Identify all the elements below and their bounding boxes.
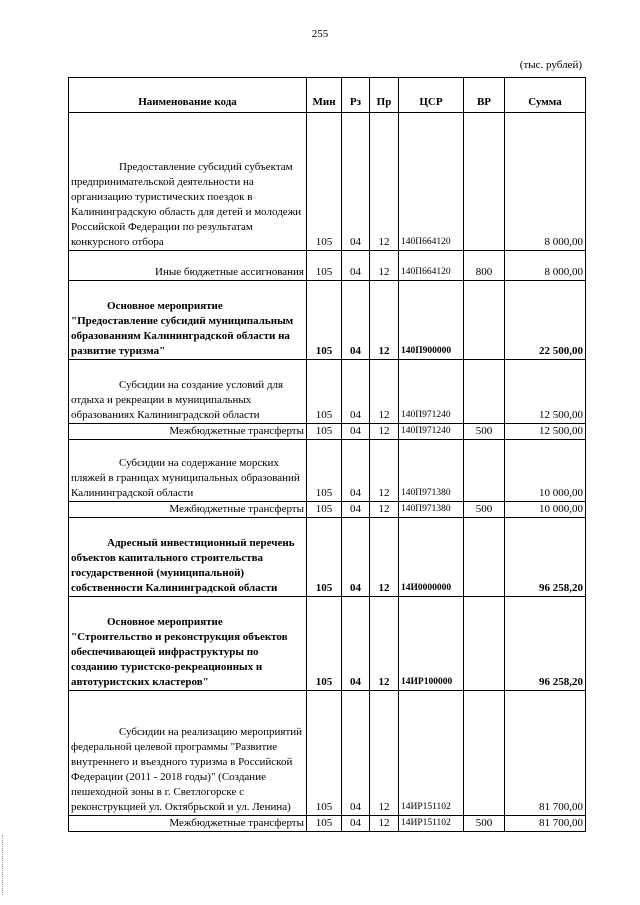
table-row bbox=[69, 440, 586, 502]
row-vr bbox=[464, 113, 505, 251]
row-vr bbox=[464, 597, 505, 691]
row-vr bbox=[464, 360, 505, 424]
row-csr: 14ИР151102 bbox=[399, 816, 464, 832]
row-csr: 140П971380 bbox=[399, 440, 464, 502]
row-csr: 140П971240 bbox=[399, 360, 464, 424]
row-csr: 140П971240 bbox=[399, 424, 464, 440]
row-name: Адресный инвестиционный перечень объектов капитального строительства государственной (муниципальной) собственности Калининградской области bbox=[69, 518, 307, 597]
table-row bbox=[69, 424, 586, 440]
header-name: Наименование кода bbox=[69, 78, 307, 113]
header-min: Мин bbox=[307, 78, 342, 113]
row-pr: 12 bbox=[370, 440, 399, 502]
units-label: (тыс. рублей) bbox=[519, 59, 582, 71]
row-pr: 12 bbox=[370, 360, 399, 424]
table-header-row bbox=[69, 78, 586, 113]
row-sum: 10 000,00 bbox=[505, 502, 586, 518]
header-csr: ЦСР bbox=[399, 78, 464, 113]
row-name: Межбюджетные трансферты bbox=[69, 502, 307, 518]
row-csr: 140П664120 bbox=[399, 251, 464, 281]
row-pr: 12 bbox=[370, 518, 399, 597]
row-pr: 12 bbox=[370, 251, 399, 281]
row-min: 105 bbox=[307, 518, 342, 597]
table-row bbox=[69, 597, 586, 691]
row-sum: 81 700,00 bbox=[505, 691, 586, 816]
row-rz: 04 bbox=[342, 691, 370, 816]
row-pr: 12 bbox=[370, 597, 399, 691]
row-min: 105 bbox=[307, 597, 342, 691]
row-name: Межбюджетные трансферты bbox=[69, 816, 307, 832]
row-min: 105 bbox=[307, 440, 342, 502]
row-pr: 12 bbox=[370, 691, 399, 816]
row-min: 105 bbox=[307, 113, 342, 251]
row-sum: 8 000,00 bbox=[505, 251, 586, 281]
page-number: 255 bbox=[311, 28, 329, 40]
header-vr: ВР bbox=[464, 78, 505, 113]
row-pr: 12 bbox=[370, 113, 399, 251]
row-csr: 140П971380 bbox=[399, 502, 464, 518]
row-rz: 04 bbox=[342, 502, 370, 518]
row-sum: 10 000,00 bbox=[505, 440, 586, 502]
table-row bbox=[69, 251, 586, 281]
row-csr: 14ИР151102 bbox=[399, 691, 464, 816]
row-name: Предоставление субсидий субъектам предпринимательской деятельности на организацию туристических поездок в Калининградскую область для детей и молодежи Российской Федерации по результатам конкурсного отбора bbox=[69, 113, 307, 251]
row-vr bbox=[464, 440, 505, 502]
row-pr: 12 bbox=[370, 502, 399, 518]
row-name: Межбюджетные трансферты bbox=[69, 424, 307, 440]
row-sum: 81 700,00 bbox=[505, 816, 586, 832]
row-pr: 12 bbox=[370, 816, 399, 832]
table-row bbox=[69, 360, 586, 424]
row-name: Иные бюджетные ассигнования bbox=[69, 251, 307, 281]
table-row bbox=[69, 113, 586, 251]
row-rz: 04 bbox=[342, 360, 370, 424]
row-vr: 500 bbox=[464, 424, 505, 440]
row-csr: 14И0000000 bbox=[399, 518, 464, 597]
table-row bbox=[69, 518, 586, 597]
row-vr bbox=[464, 281, 505, 360]
header-sum: Сумма bbox=[505, 78, 586, 113]
row-name: Субсидии на реализацию мероприятий федеральной целевой программы "Развитие внутреннего и въездного туризма в Российской Федерации (2011 - 2018 годы)" (Создание пешеходной зоны в г. Светлогорске с реконструкцией ул. Октябрьской и ул. Ленина) bbox=[69, 691, 307, 816]
row-min: 105 bbox=[307, 816, 342, 832]
row-name: Основное мероприятие "Строительство и реконструкция объектов обеспечивающей инфраструктуры по созданию туристско-рекреационных и автотуристских кластеров" bbox=[69, 597, 307, 691]
row-rz: 04 bbox=[342, 281, 370, 360]
row-sum: 8 000,00 bbox=[505, 113, 586, 251]
row-rz: 04 bbox=[342, 251, 370, 281]
budget-table bbox=[68, 77, 586, 832]
row-name: Субсидии на создание условий для отдыха и рекреации в муниципальных образованиях Калининградской области bbox=[69, 360, 307, 424]
header-pr: Пр bbox=[370, 78, 399, 113]
row-rz: 04 bbox=[342, 424, 370, 440]
row-vr: 800 bbox=[464, 251, 505, 281]
row-sum: 96 258,20 bbox=[505, 597, 586, 691]
row-min: 105 bbox=[307, 424, 342, 440]
row-min: 105 bbox=[307, 502, 342, 518]
row-rz: 04 bbox=[342, 518, 370, 597]
row-pr: 12 bbox=[370, 281, 399, 360]
table-row bbox=[69, 691, 586, 816]
row-min: 105 bbox=[307, 360, 342, 424]
row-sum: 12 500,00 bbox=[505, 360, 586, 424]
row-vr bbox=[464, 518, 505, 597]
row-csr: 14ИР100000 bbox=[399, 597, 464, 691]
row-rz: 04 bbox=[342, 113, 370, 251]
row-vr bbox=[464, 691, 505, 816]
header-rz: Рз bbox=[342, 78, 370, 113]
row-sum: 96 258,20 bbox=[505, 518, 586, 597]
row-vr: 500 bbox=[464, 502, 505, 518]
row-name: Субсидии на содержание морских пляжей в границах муниципальных образований Калининградской области bbox=[69, 440, 307, 502]
row-sum: 22 500,00 bbox=[505, 281, 586, 360]
row-sum: 12 500,00 bbox=[505, 424, 586, 440]
row-name: Основное мероприятие "Предоставление субсидий муниципальным образованиям Калининградской области на развитие туризма" bbox=[69, 281, 307, 360]
row-rz: 04 bbox=[342, 816, 370, 832]
scan-edge-mark bbox=[2, 835, 5, 895]
row-vr: 500 bbox=[464, 816, 505, 832]
row-min: 105 bbox=[307, 251, 342, 281]
row-min: 105 bbox=[307, 691, 342, 816]
table-row bbox=[69, 281, 586, 360]
row-csr: 140П664120 bbox=[399, 113, 464, 251]
table-row bbox=[69, 502, 586, 518]
row-csr: 140П900000 bbox=[399, 281, 464, 360]
row-rz: 04 bbox=[342, 597, 370, 691]
row-rz: 04 bbox=[342, 440, 370, 502]
table-row bbox=[69, 816, 586, 832]
row-min: 105 bbox=[307, 281, 342, 360]
row-pr: 12 bbox=[370, 424, 399, 440]
